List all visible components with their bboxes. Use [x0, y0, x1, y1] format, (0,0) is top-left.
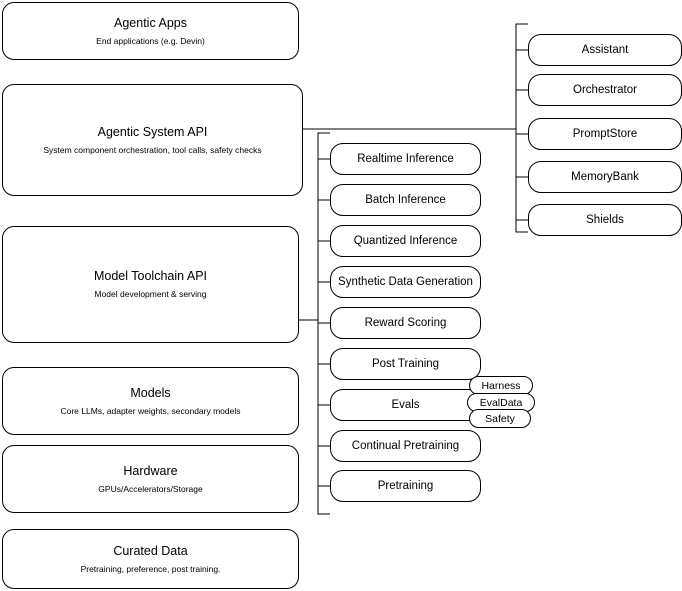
component-label: Quantized Inference: [353, 235, 458, 247]
component-assistant[interactable]: [528, 34, 682, 66]
component-label: Orchestrator: [573, 84, 637, 96]
layer-title: Model Toolchain API: [93, 269, 208, 283]
component-label: Realtime Inference: [357, 153, 454, 165]
component-label: EvalData: [479, 396, 523, 409]
component-label: Continual Pretraining: [351, 440, 460, 452]
component-continual-pretraining[interactable]: [330, 430, 481, 462]
layer-subtitle: Pretraining, preference, post training.: [80, 563, 221, 574]
layer-subtitle: End applications (e.g. Devin): [96, 35, 205, 46]
component-label: Post Training: [371, 358, 440, 370]
component-pretraining[interactable]: [330, 470, 481, 502]
layer-title: Agentic System API: [97, 124, 208, 139]
component-orchestrator[interactable]: [528, 74, 682, 106]
layer-subtitle: Model development & serving: [94, 289, 207, 299]
component-label: Synthetic Data Generation: [338, 276, 473, 288]
component-label: PromptStore: [572, 128, 638, 140]
layer-agentic-system-api[interactable]: [2, 84, 303, 196]
layer-model-toolchain-api[interactable]: [2, 226, 299, 343]
component-label: Harness: [481, 379, 521, 392]
component-label: Evals: [391, 399, 420, 411]
component-label: MemoryBank: [571, 171, 639, 183]
component-promptstore[interactable]: [528, 118, 682, 150]
component-memorybank[interactable]: [528, 161, 682, 193]
component-batch-inference[interactable]: [330, 184, 481, 216]
component-label: Shields: [586, 214, 624, 226]
layer-subtitle: GPUs/Accelerators/Storage: [98, 483, 203, 494]
component-reward-scoring[interactable]: [330, 307, 481, 339]
component-quantized-inference[interactable]: [330, 225, 481, 257]
layer-title: Agentic Apps: [114, 15, 187, 30]
component-realtime-inference[interactable]: [330, 143, 481, 175]
layer-agentic-apps[interactable]: [2, 2, 299, 60]
layer-models[interactable]: [2, 367, 299, 435]
layer-subtitle: System component orchestration, tool calls, safety checks: [43, 144, 262, 155]
component-label: Safety: [485, 412, 515, 425]
layer-title: Curated Data: [113, 543, 188, 558]
component-safety[interactable]: [469, 409, 531, 428]
component-synthetic-data-generation[interactable]: [330, 266, 481, 298]
component-label: Batch Inference: [365, 194, 446, 206]
layer-title: Models: [130, 385, 171, 400]
component-label: Pretraining: [377, 480, 434, 492]
layer-curated-data[interactable]: [2, 529, 299, 589]
component-shields[interactable]: [528, 204, 682, 236]
component-label: Reward Scoring: [364, 317, 447, 329]
layer-subtitle: Core LLMs, adapter weights, secondary models: [60, 405, 241, 416]
layer-hardware[interactable]: [2, 445, 299, 513]
component-label: Assistant: [581, 44, 629, 56]
component-evals[interactable]: [330, 389, 481, 421]
layer-title: Hardware: [123, 463, 178, 478]
component-post-training[interactable]: [330, 348, 481, 380]
